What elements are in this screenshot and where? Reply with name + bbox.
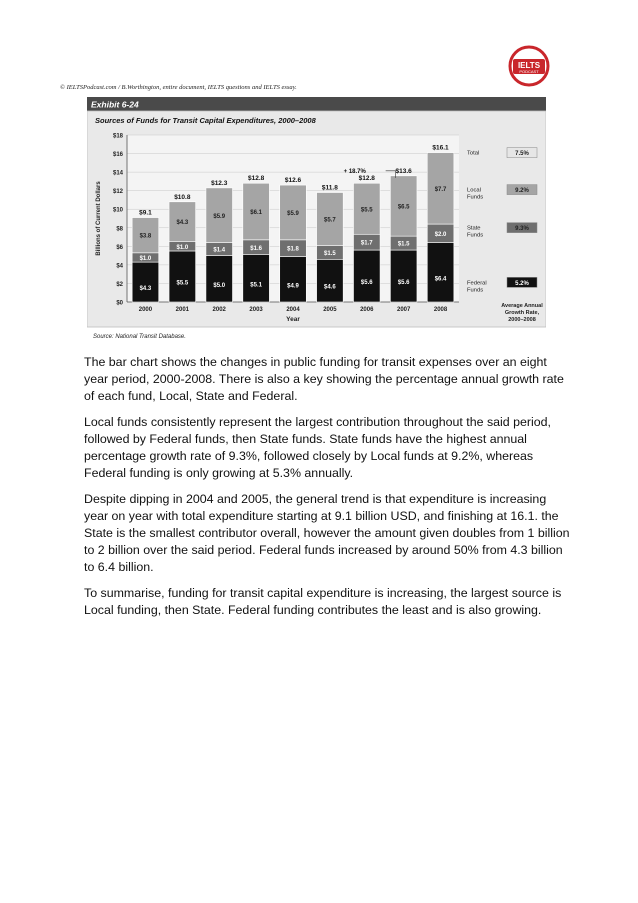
legend-label: Federal <box>467 280 487 287</box>
total-value-label: $9.1 <box>139 209 152 217</box>
segment-value-label: $6.1 <box>250 210 262 217</box>
chart-title: Sources of Funds for Transit Capital Expenditures, 2000–2008 <box>95 116 316 125</box>
segment-value-label: $5.6 <box>360 280 373 287</box>
x-axis-title: Year <box>286 316 300 323</box>
paragraph-1: The bar chart shows the changes in public funding for transit expenses over an eight year period, 2000-2008. There is also a key showing the percentage annual growth rate of each fund, Local, State and Federal. <box>84 355 564 403</box>
logo-text-top: IELTS <box>517 61 541 70</box>
x-tick-label: 2001 <box>175 307 190 313</box>
x-tick-label: 2007 <box>396 307 411 313</box>
segment-value-label: $5.5 <box>360 207 373 214</box>
legend-growth-rate: 9.3% <box>515 226 529 233</box>
y-tick-label: $2 <box>116 281 123 288</box>
bar-segment-federal-funds <box>206 256 233 302</box>
bar-segment-federal-funds <box>132 262 159 302</box>
segment-value-label: $1.4 <box>213 247 226 254</box>
total-value-label: $12.3 <box>211 179 228 187</box>
essay-text <box>84 354 570 628</box>
legend-label: Funds <box>467 287 484 294</box>
y-tick-label: $6 <box>116 244 123 251</box>
y-tick-label: $10 <box>112 207 123 214</box>
segment-value-label: $4.3 <box>176 220 189 227</box>
ielts-podcast-logo <box>507 44 551 88</box>
y-tick-label: $12 <box>112 189 123 196</box>
total-value-label: $16.1 <box>432 144 449 152</box>
legend-growth-rate: 7.5% <box>515 151 529 158</box>
total-value-label: $12.8 <box>358 175 375 183</box>
bar-segment-federal-funds <box>243 255 270 302</box>
x-tick-label: 2003 <box>249 307 263 313</box>
segment-value-label: $5.5 <box>176 280 189 287</box>
segment-value-label: $1.0 <box>139 255 152 262</box>
segment-value-label: $7.7 <box>434 186 447 193</box>
bar-segment-federal-funds <box>390 250 417 302</box>
legend-label: Funds <box>467 194 484 201</box>
exhibit-label: Exhibit 6-24 <box>91 99 139 110</box>
bar-segment-federal-funds <box>353 250 380 302</box>
y-tick-label: $16 <box>112 152 123 159</box>
bar-segment-federal-funds <box>317 259 344 302</box>
segment-value-label: $3.8 <box>139 233 152 240</box>
total-value-label: $10.8 <box>174 193 191 201</box>
y-tick-label: $4 <box>116 263 123 270</box>
bar-segment-federal-funds <box>280 257 307 302</box>
segment-value-label: $4.6 <box>324 284 336 291</box>
bar-segment-federal-funds <box>169 251 196 302</box>
segment-value-label: $5.6 <box>397 280 410 287</box>
segment-value-label: $1.7 <box>360 240 373 247</box>
x-tick-label: 2006 <box>360 307 374 313</box>
segment-value-label: $5.0 <box>213 282 226 289</box>
segment-value-label: $4.9 <box>287 283 299 290</box>
y-tick-label: $14 <box>112 170 123 177</box>
paragraph-4: To summarise, funding for transit capital expenditure is increasing, the largest source is Local funding, then State. Federal funding contributes the least and is also growing. <box>84 586 562 617</box>
x-tick-label: 2002 <box>212 307 226 313</box>
legend-growth-rate: 5.2% <box>515 280 529 287</box>
segment-value-label: $1.5 <box>324 250 336 257</box>
legend-label: Funds <box>467 232 484 239</box>
segment-value-label: $1.6 <box>250 245 262 252</box>
exhibit-header-bar <box>87 97 546 111</box>
segment-value-label: $5.7 <box>324 217 336 224</box>
legend-label: Total <box>467 150 480 157</box>
legend-label: State <box>467 225 481 232</box>
copyright-notice: © IELTSPodcast.com / B.Worthington, entire document, IELTS questions and IELTS essay. <box>60 84 297 91</box>
segment-value-label: $5.1 <box>250 282 262 289</box>
total-value-label: $11.8 <box>321 184 338 192</box>
logo-text-bottom: PODCAST <box>519 69 539 74</box>
segment-value-label: $1.5 <box>397 241 410 248</box>
segment-value-label: $4.3 <box>139 286 152 293</box>
segment-value-label: $6.5 <box>397 204 410 211</box>
y-tick-label: $18 <box>112 133 123 140</box>
bar-segment-federal-funds <box>427 243 454 302</box>
paragraph-3: Despite dipping in 2004 and 2005, the general trend is that expenditure is increasing year on year with total expenditure starting at 9.1 billion USD, and finishing at 16.1. the State is the smallest contributor overall, however the amount given doubles from 1 billion to 2 billion over the said period. Federal funds increased by around 50% from 4.3 billion to 6.4 billion. <box>84 492 570 574</box>
paragraph-2: Local funds consistently represent the largest contribution throughout the said period, followed by Federal funds, then State funds. State funds have the highest annual percentage growth rate of 9.3%, followed closely by Local funds at 9.2%, whereas Federal funding is only growing at 5.3% annually. <box>84 415 552 480</box>
growth-annotation: + 18.7% <box>343 168 366 175</box>
legend-caption-line: 2000–2008 <box>508 317 536 323</box>
segment-value-label: $6.4 <box>434 276 447 283</box>
legend-caption-line: Growth Rate, <box>504 310 540 316</box>
legend-growth-rate: 9.2% <box>515 188 529 195</box>
segment-value-label: $5.9 <box>213 213 226 220</box>
x-tick-label: 2000 <box>138 307 153 313</box>
y-tick-label: $0 <box>116 300 123 307</box>
total-value-label: $13.6 <box>395 167 412 175</box>
x-tick-label: 2008 <box>433 307 448 313</box>
x-tick-label: 2004 <box>286 307 300 313</box>
y-axis-title: Billions of Current Dollars <box>96 181 102 256</box>
x-tick-label: 2005 <box>323 307 337 313</box>
legend-caption-line: Average Annual <box>501 303 543 309</box>
segment-value-label: $1.0 <box>176 244 189 251</box>
segment-value-label: $1.8 <box>287 246 299 253</box>
y-tick-label: $8 <box>116 226 123 233</box>
segment-value-label: $2.0 <box>434 231 447 238</box>
segment-value-label: $5.9 <box>287 210 299 217</box>
total-value-label: $12.8 <box>247 175 265 183</box>
exhibit-figure <box>87 97 546 343</box>
legend-label: Local <box>467 187 481 194</box>
total-value-label: $12.6 <box>284 177 302 185</box>
source-note: Source: National Transit Database. <box>93 334 186 340</box>
